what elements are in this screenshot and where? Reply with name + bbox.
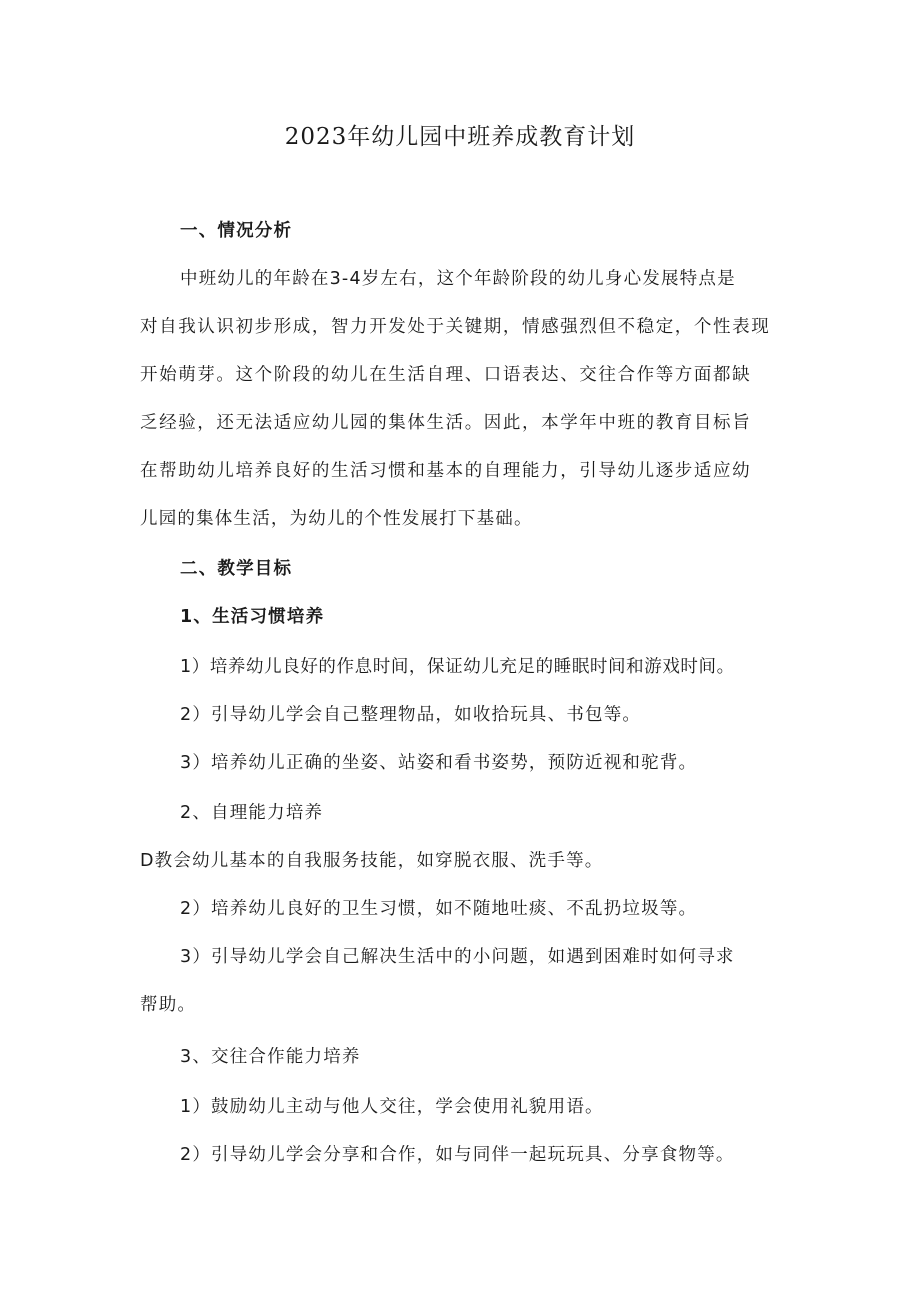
paragraph-line: 乏经验，还无法适应幼儿园的集体生活。因此，本学年中班的教育目标旨	[140, 413, 752, 433]
list-item: D教会幼儿基本的自我服务技能，如穿脱衣服、洗手等。	[140, 851, 604, 871]
list-item: 3）引导幼儿学会自己解决生活中的小问题，如遇到困难时如何寻求	[180, 947, 735, 967]
list-item: 2）引导幼儿学会分享和合作，如与同伴一起玩玩具、分享食物等。	[180, 1145, 735, 1165]
paragraph-line: 中班幼儿的年龄在3-4岁左右，这个年龄阶段的幼儿身心发展特点是	[180, 269, 736, 289]
paragraph-line: 在帮助幼儿培养良好的生活习惯和基本的自理能力，引导幼儿逐步适应幼	[140, 461, 752, 481]
paragraph-line: 对自我认识初步形成，智力开发处于关键期，情感强烈但不稳定，个性表现	[140, 317, 771, 337]
paragraph-line: 儿园的集体生活，为幼儿的个性发展打下基础。	[140, 509, 533, 529]
subsection-heading: 2、自理能力培养	[180, 803, 324, 823]
list-item: 1）鼓励幼儿主动与他人交往，学会使用礼貌用语。	[180, 1097, 604, 1117]
list-item: 2）引导幼儿学会自己整理物品，如收拾玩具、书包等。	[180, 705, 642, 725]
subsection-heading: 3、交往合作能力培养	[180, 1047, 361, 1067]
list-item: 3）培养幼儿正确的坐姿、站姿和看书姿势，预防近视和驼背。	[180, 753, 698, 773]
list-item: 帮助。	[140, 995, 197, 1015]
document-title: 2023年幼儿园中班养成教育计划	[284, 124, 636, 150]
section-heading: 一、情况分析	[180, 221, 293, 241]
list-item: 2）培养幼儿良好的卫生习惯，如不随地吐痰、不乱扔垃圾等。	[180, 899, 698, 919]
paragraph-line: 开始萌芽。这个阶段的幼儿在生活自理、口语表达、交往合作等方面都缺	[140, 365, 752, 385]
subsection-heading: 1、生活习惯培养	[180, 607, 325, 627]
section-heading: 二、教学目标	[180, 559, 293, 579]
list-item: 1）培养幼儿良好的作息时间，保证幼儿充足的睡眠时间和游戏时间。	[180, 657, 735, 677]
